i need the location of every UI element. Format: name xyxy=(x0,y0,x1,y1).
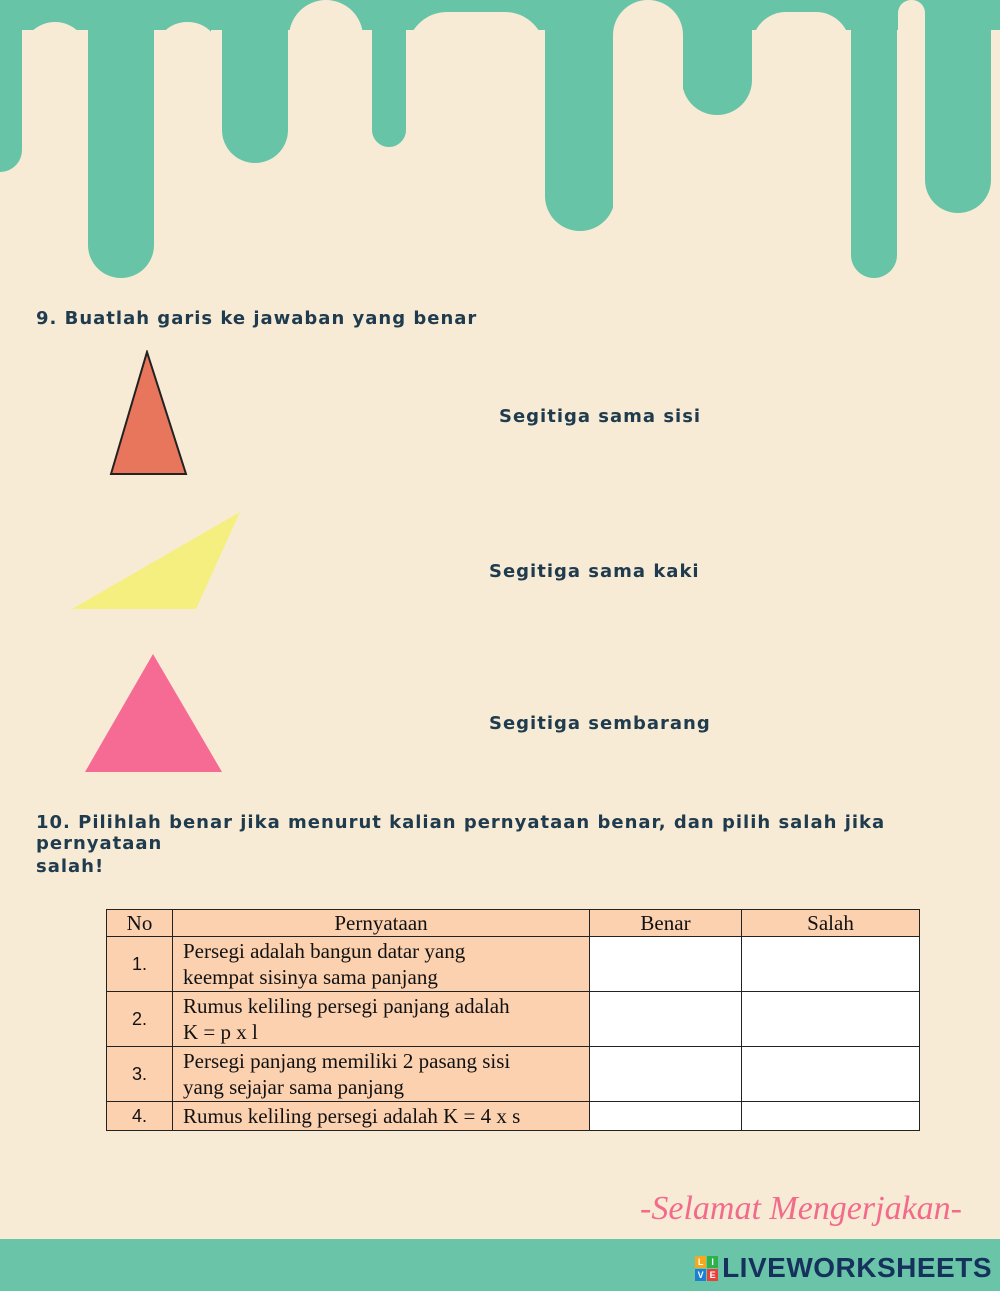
closing-message: -Selamat Mengerjakan- xyxy=(640,1190,962,1227)
option-isosceles[interactable]: Segitiga sama kaki xyxy=(489,561,700,582)
table-header-row xyxy=(107,910,920,937)
row-number: 4. xyxy=(107,1102,173,1131)
row-number: 3. xyxy=(107,1047,173,1102)
statement-cell: Persegi panjang memiliki 2 pasang sisi yang sejajar sama panjang xyxy=(173,1047,590,1102)
brand-logo-icon: L I V E xyxy=(695,1256,718,1281)
question-9: 9. Buatlah garis ke jawaban yang benar xyxy=(36,308,478,329)
row-number: 2. xyxy=(107,992,173,1047)
option-scalene[interactable]: Segitiga sembarang xyxy=(489,713,711,734)
table-row xyxy=(107,1102,920,1131)
header-false: Salah xyxy=(742,910,920,937)
true-false-table xyxy=(106,909,920,1131)
liveworksheets-brand xyxy=(695,1252,992,1284)
answer-false-1[interactable] xyxy=(742,937,920,992)
decorative-drips xyxy=(0,0,1000,290)
answer-true-3[interactable] xyxy=(590,1047,742,1102)
answer-true-2[interactable] xyxy=(590,992,742,1047)
table-row xyxy=(107,1047,920,1102)
table-row xyxy=(107,992,920,1047)
answer-false-2[interactable] xyxy=(742,992,920,1047)
triangle-scalene-shape[interactable] xyxy=(70,510,242,612)
header-statement: Pernyataan xyxy=(173,910,590,937)
question-10-cont: salah! xyxy=(36,856,105,877)
question-10: 10. Pilihlah benar jika menurut kalian pernyataan benar, dan pilih salah jika pernyataan xyxy=(36,812,886,854)
answer-true-1[interactable] xyxy=(590,937,742,992)
answer-false-3[interactable] xyxy=(742,1047,920,1102)
brand-name: LIVEWORKSHEETS xyxy=(722,1252,992,1283)
triangle-equilateral-shape[interactable] xyxy=(84,653,224,774)
header-no: No xyxy=(107,910,173,937)
statement-cell: Persegi adalah bangun datar yang keempat sisinya sama panjang xyxy=(173,937,590,992)
triangle-isosceles-shape[interactable] xyxy=(109,350,189,476)
header-true: Benar xyxy=(590,910,742,937)
statement-cell: Rumus keliling persegi adalah K = 4 x s xyxy=(173,1102,590,1131)
answer-false-4[interactable] xyxy=(742,1102,920,1131)
statement-cell: Rumus keliling persegi panjang adalah K = p x l xyxy=(173,992,590,1047)
answer-true-4[interactable] xyxy=(590,1102,742,1131)
table-row xyxy=(107,937,920,992)
option-equilateral[interactable]: Segitiga sama sisi xyxy=(499,406,702,427)
row-number: 1. xyxy=(107,937,173,992)
